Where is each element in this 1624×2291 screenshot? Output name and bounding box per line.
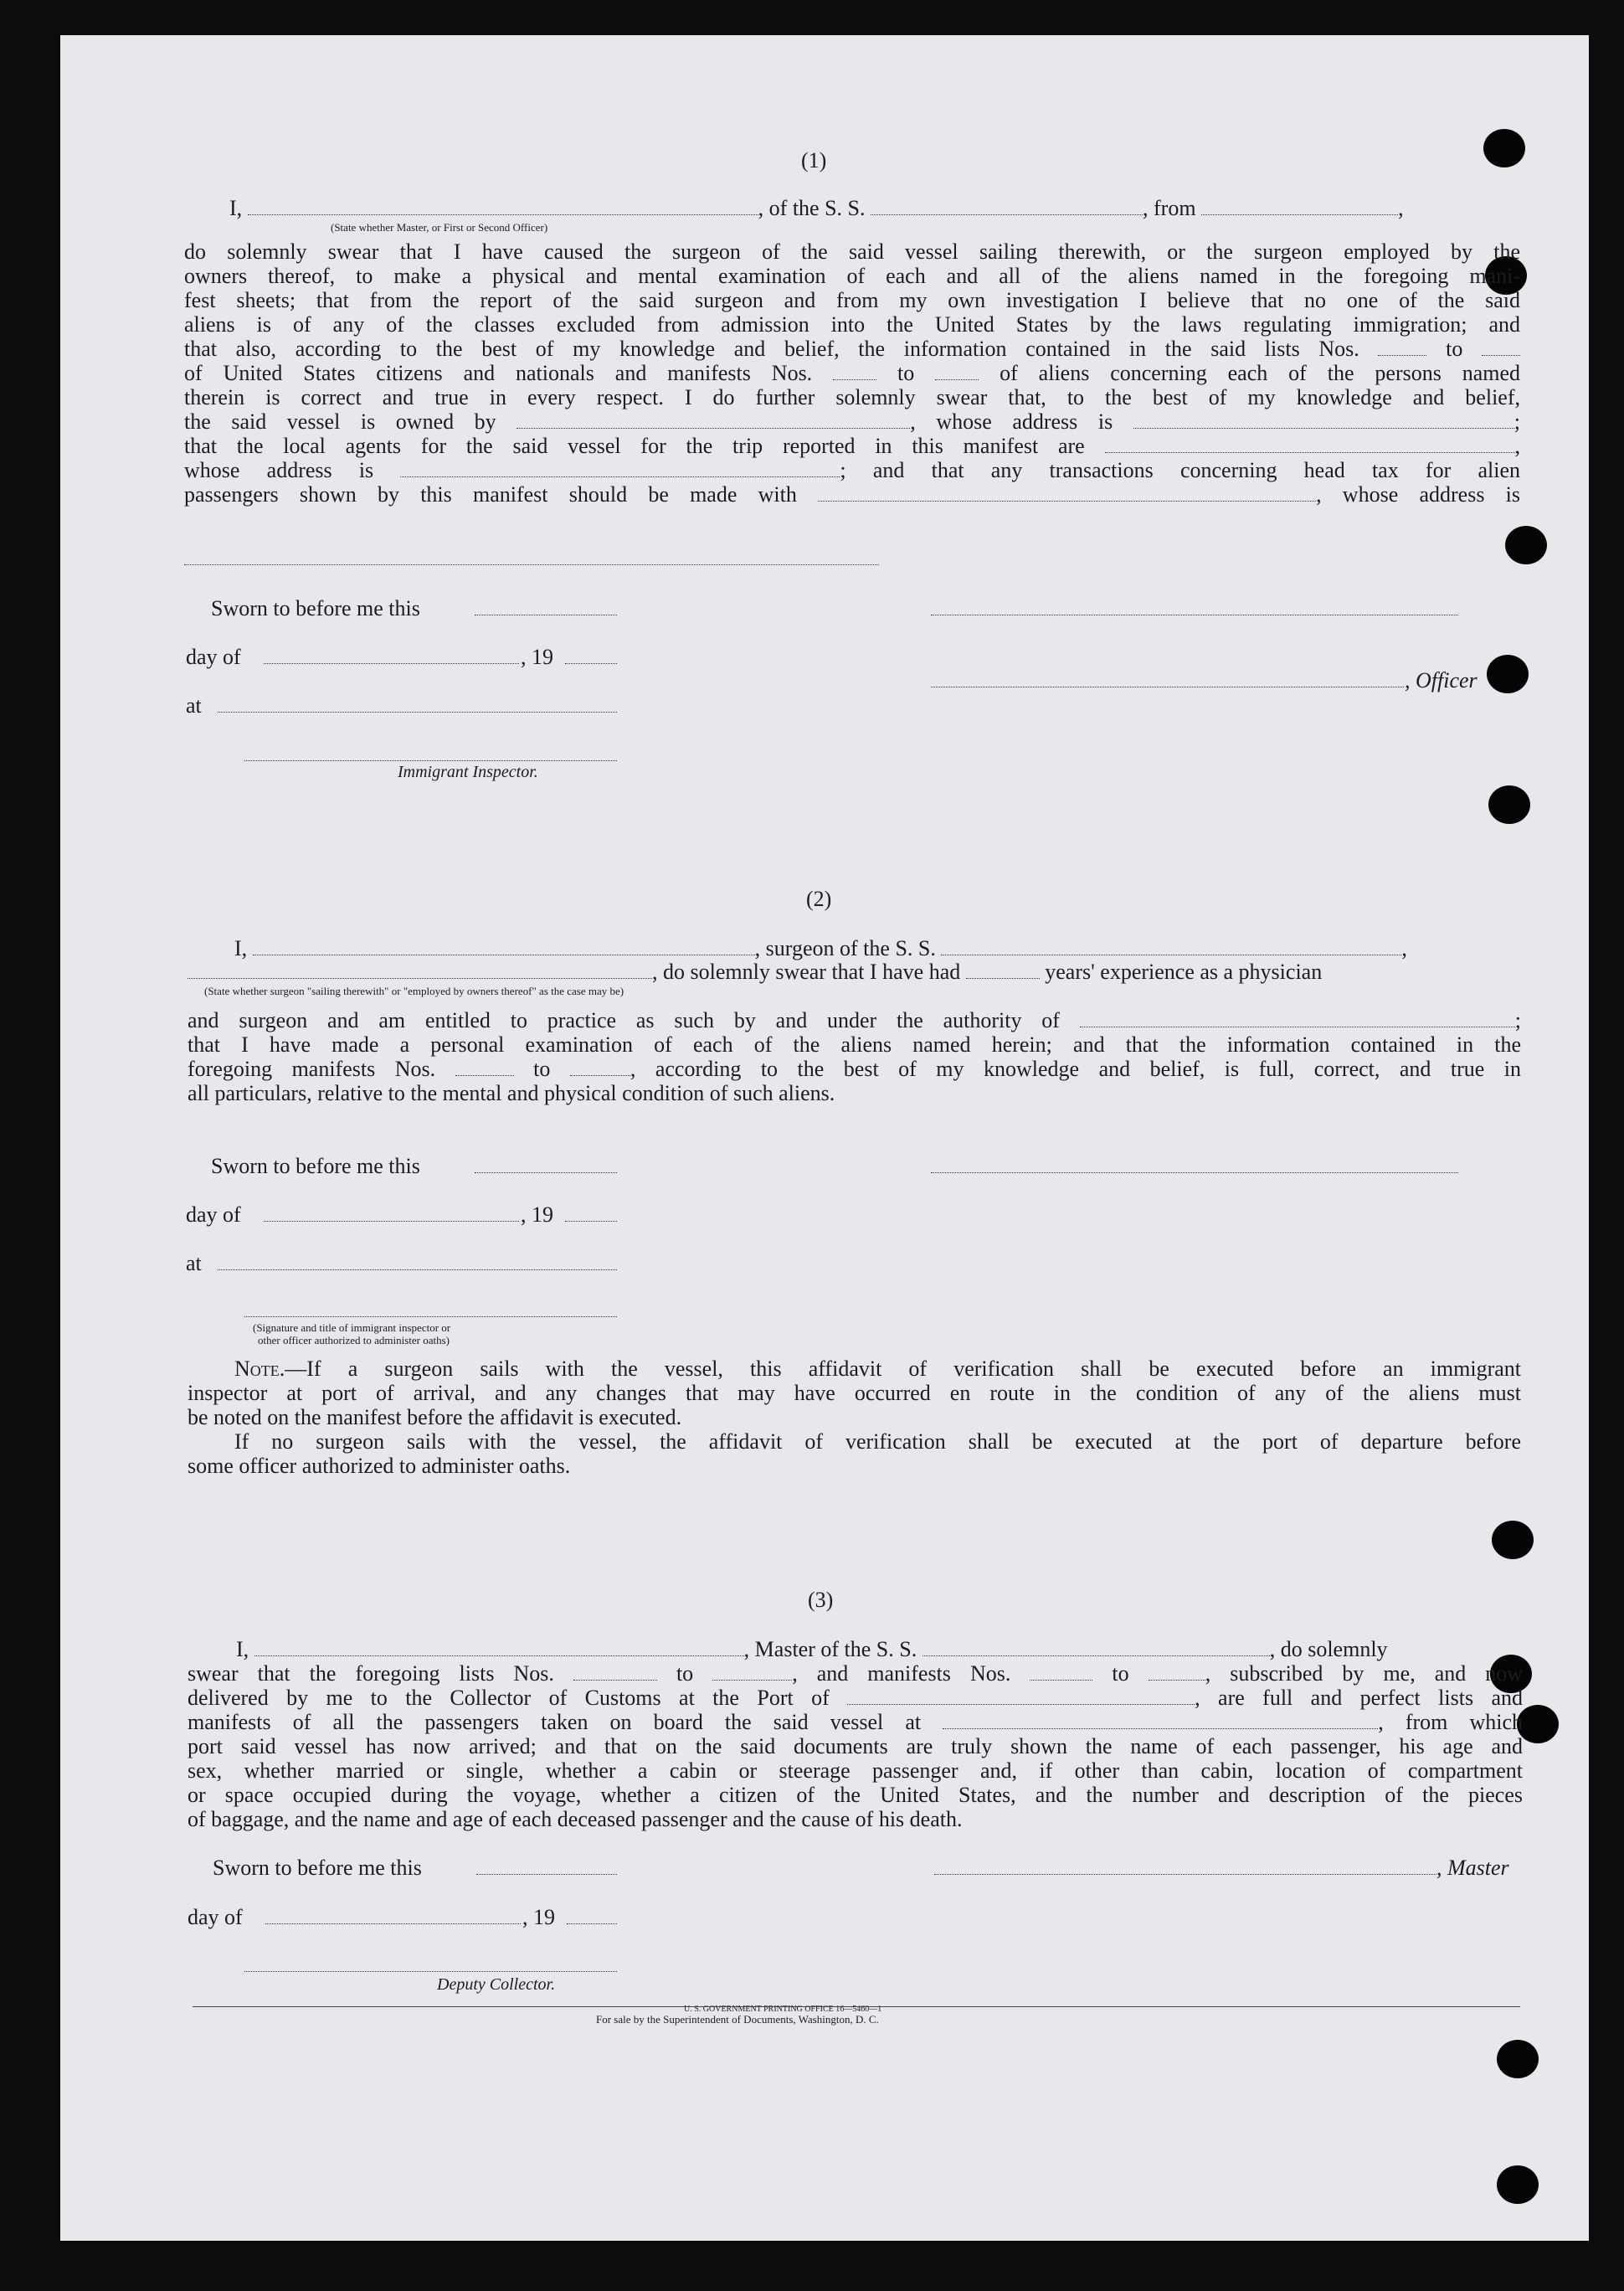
s2-authority-field[interactable]	[1080, 1008, 1515, 1027]
s2-signature-line[interactable]	[931, 1172, 1458, 1173]
s1-inspector-label: Immigrant Inspector.	[398, 763, 538, 781]
s3-name-field[interactable]	[254, 1637, 744, 1656]
s3-body: swear that the foregoing lists Nos. to , and manifests Nos. to , subscribed by me, and now delivered by me to the Collector of Customs at the Port of , are full and perfect lists and manifests of all the passengers taken on board the said vessel at , from which port said vessel has now arrived; and that on the said documents are truly shown the name of each passenger, his age and sex, whether married or single, whether a cabin or steerage passenger and, if other than cabin, location of compartment or space occupied during the voyage, whether a citizen of the United States, and the number and description of the pieces of baggage, and the name and age of each deceased passenger and the cause of his death.	[188, 1661, 1524, 1831]
s2-day-field[interactable]	[264, 1221, 519, 1222]
s2-manifests-from-field[interactable]	[455, 1057, 514, 1076]
s2-sig-caption-1: (Signature and title of immigrant inspector or	[253, 1321, 451, 1334]
s2-day-of-label: day of	[186, 1202, 241, 1227]
s3-vessel-field[interactable]	[922, 1637, 1270, 1656]
s2-body: and surgeon and am entitled to practice as such by and under the authority of ; that I have made a personal examination of each of the aliens named herein; and that the information contained in the foregoing manifests Nos. to , according to the best of my knowledge and belief, is full, correct, and true in all particulars, relative to the mental and physical condition of such aliens.	[188, 1008, 1522, 1105]
s2-years-field[interactable]	[966, 960, 1040, 979]
s2-status-field[interactable]	[188, 960, 652, 979]
s1-name-field[interactable]	[248, 196, 758, 215]
s1-day-of-label: day of	[186, 645, 241, 669]
s2-at-field[interactable]	[218, 1269, 617, 1270]
s2-year-label: , 19	[521, 1202, 553, 1227]
s1-address-continuation-line[interactable]	[184, 564, 879, 565]
section-2-number: (2)	[806, 887, 832, 911]
s1-manifests-from-field[interactable]	[833, 361, 876, 380]
sale-notice: For sale by the Superintendent of Documents, Washington, D. C.	[596, 2013, 879, 2026]
s2-sig-caption-2: other officer authorized to administer oaths)	[258, 1334, 450, 1346]
s3-year-label: , 19	[522, 1905, 555, 1929]
s2-inspector-signature-line[interactable]	[244, 1316, 617, 1317]
s1-inspector-signature-line[interactable]	[244, 760, 617, 761]
s1-intro-line: I, , of the S. S. , from ,	[229, 196, 1404, 220]
s3-lists-to-field[interactable]	[712, 1661, 792, 1681]
s1-at-field[interactable]	[218, 712, 617, 713]
printing-office-imprint: U. S. GOVERNMENT PRINTING OFFICE 16—5460—1	[684, 2005, 882, 2014]
s2-vessel-field[interactable]	[941, 936, 1401, 955]
punch-hole	[1505, 526, 1547, 564]
s3-collector-signature-line[interactable]	[244, 1971, 617, 1972]
s3-manifests-from-field[interactable]	[1030, 1661, 1092, 1681]
punch-hole	[1483, 129, 1525, 167]
s3-collector-label: Deputy Collector.	[437, 1975, 556, 1994]
s3-master-signature-line[interactable]	[934, 1874, 1436, 1875]
s1-head-tax-field[interactable]	[818, 482, 1316, 502]
s3-port-field[interactable]	[847, 1686, 1195, 1705]
s2-manifests-to-field[interactable]	[570, 1057, 630, 1076]
s2-sworn-label: Sworn to before me this	[211, 1154, 420, 1178]
s1-lists-to-field[interactable]	[1482, 337, 1520, 356]
s3-intro-line: I, , Master of the S. S. , do solemnly	[236, 1637, 1388, 1661]
s1-lists-from-field[interactable]	[1378, 337, 1426, 356]
s3-day-of-label: day of	[188, 1905, 243, 1929]
footer-rule	[193, 2006, 1520, 2007]
s1-day-field[interactable]	[264, 663, 519, 664]
punch-hole	[1497, 2165, 1539, 2204]
s1-at-label: at	[186, 693, 202, 718]
note-label: Note.	[234, 1357, 285, 1381]
s1-caption: (State whether Master, or First or Second Officer)	[331, 221, 548, 234]
s1-from-field[interactable]	[1201, 196, 1398, 215]
s2-caption: (State whether surgeon "sailing therewith" or "employed by owners thereof" as the case may be)	[204, 985, 624, 997]
s2-at-label: at	[186, 1251, 202, 1275]
s2-sworn-date-field[interactable]	[475, 1172, 617, 1173]
punch-hole	[1497, 2040, 1539, 2078]
s1-agents-field[interactable]	[1105, 434, 1515, 453]
manifest-affidavit-page	[60, 35, 1589, 2241]
s2-name-field[interactable]	[253, 936, 755, 955]
s3-boarding-port-field[interactable]	[943, 1710, 1378, 1729]
s3-lists-from-field[interactable]	[573, 1661, 657, 1681]
s1-officer-label: , Officer	[1405, 668, 1478, 692]
s1-year-field[interactable]	[565, 663, 617, 664]
punch-hole	[1487, 655, 1529, 693]
s1-agents-address-field[interactable]	[400, 458, 840, 477]
s1-body: do solemnly swear that I have caused the surgeon of the said vessel sailing therewith, or the surgeon employed by the owners thereof, to make a physical and mental examination of each and all of the aliens named in the foregoing mani- fest sheets; that from the report of the said surgeon and from my own investigation I believe that no one of the said aliens is of any of the classes excluded from admission into the United States by the laws regulating immigration; and that also, according to the best of my knowledge and belief, the information contained in the said lists Nos. to of United States citizens and nationals and manifests Nos. to of aliens concerning each of the persons named therein is correct and true in every respect. I do further solemnly swear that, to the best of my knowledge and belief, the said vessel is owned by , whose address is ; that the local agents for the said vessel for the trip reported in this manifest are , whose address is ; and that any transactions concerning head tax for alien passengers shown by this manifest should be made with , whose address is	[184, 239, 1521, 507]
s1-year-label: , 19	[521, 645, 553, 669]
s3-manifests-to-field[interactable]	[1149, 1661, 1205, 1681]
s3-master-label: , Master	[1436, 1856, 1509, 1880]
s1-owner-address-field[interactable]	[1133, 409, 1514, 429]
s1-manifests-to-field[interactable]	[935, 361, 979, 380]
s3-day-field[interactable]	[265, 1923, 521, 1924]
s2-year-field[interactable]	[565, 1221, 617, 1222]
s2-note: Note.—If a surgeon sails with the vessel, this affidavit of verification shall be executed before an immigrant inspector at port of arrival, and any changes that may have occurred en route in the condition of any of the aliens must be noted on the manifest before the affidavit is executed. If no surgeon sails with the vessel, the affidavit of verification shall be executed at the port of departure before some officer authorized to administer oaths.	[188, 1357, 1521, 1478]
punch-hole	[1517, 1705, 1559, 1743]
s2-intro-line: I, , surgeon of the S. S. ,	[234, 936, 1407, 960]
s2-line-2: , do solemnly swear that I have had years' experience as a physician	[188, 960, 1521, 984]
s1-owner-field[interactable]	[516, 409, 910, 429]
s1-vessel-field[interactable]	[871, 196, 1143, 215]
s3-year-field[interactable]	[567, 1923, 617, 1924]
section-3-number: (3)	[808, 1588, 834, 1612]
s3-sworn-label: Sworn to before me this	[213, 1856, 422, 1880]
s3-sworn-date-field[interactable]	[476, 1874, 617, 1875]
punch-hole	[1492, 1521, 1534, 1559]
s1-sworn-label: Sworn to before me this	[211, 596, 420, 620]
section-1-number: (1)	[801, 148, 827, 172]
punch-hole	[1488, 785, 1530, 824]
